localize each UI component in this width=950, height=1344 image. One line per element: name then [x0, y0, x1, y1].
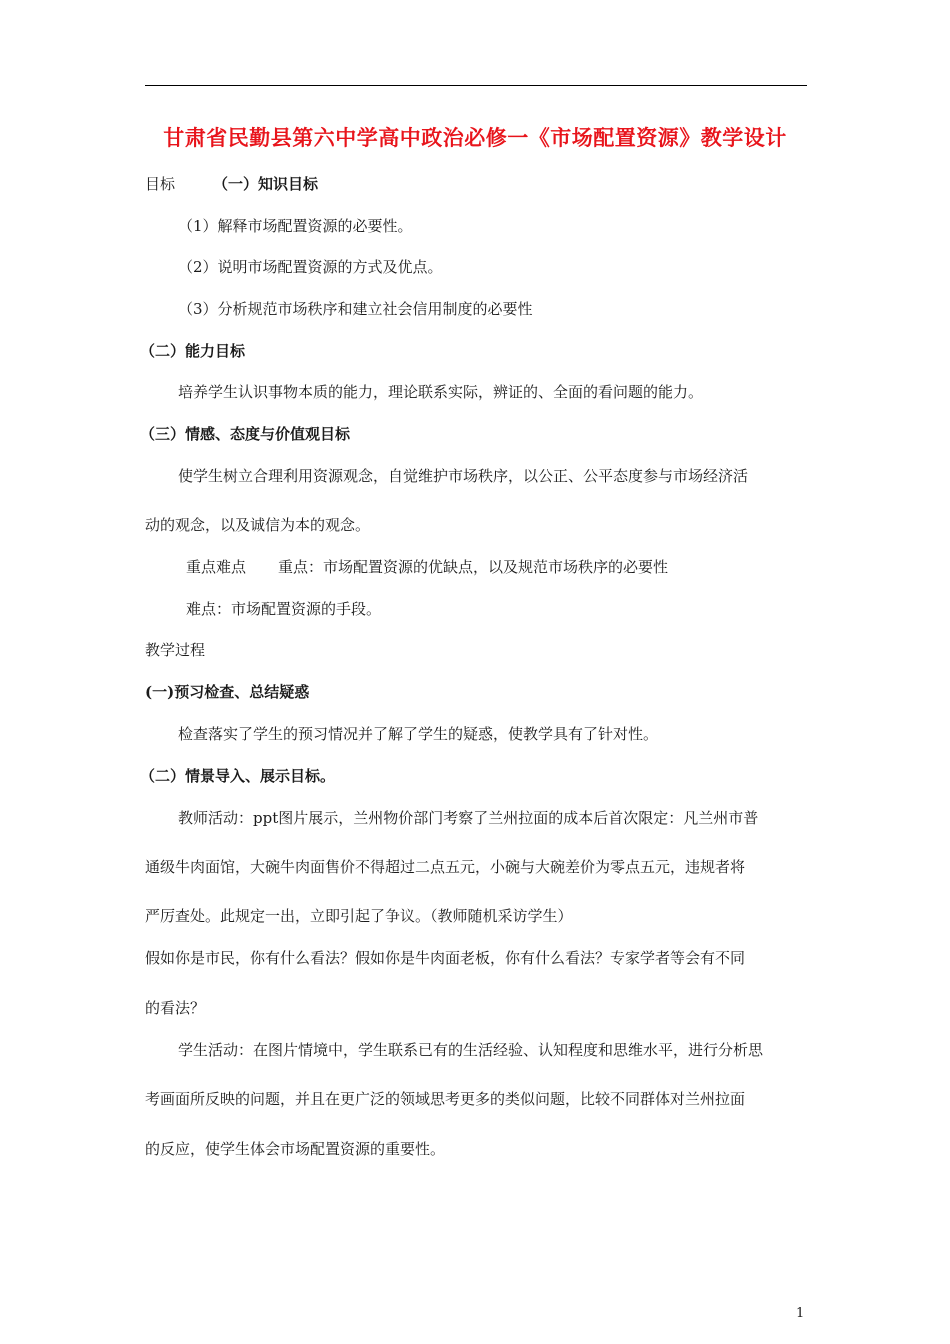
question-line: 假如你是市民，你有什么看法？假如你是牛肉面老板，你有什么看法？专家学者等会有不同: [145, 949, 746, 967]
key-point-text: 重点：市场配置资源的优缺点，以及规范市场秩序的必要性: [278, 558, 669, 576]
teacher-activity-line: 教师活动：ppt图片展示，兰州物价部门考察了兰州拉面的成本后首次限定：凡兰州市普: [178, 809, 759, 827]
emotion-text: 使学生树立合理利用资源观念，自觉维护市场秩序，以公正、公平态度参与市场经济活: [178, 467, 749, 485]
process-label: 教学过程: [145, 641, 206, 659]
knowledge-item: （2）说明市场配置资源的方式及优点。: [178, 258, 443, 276]
emotion-text: 动的观念，以及诚信为本的观念。: [145, 516, 371, 534]
step1-text: 检查落实了学生的预习情况并了解了学生的疑惑，使教学具有了针对性。: [178, 725, 659, 743]
key-points-label: 重点难点: [186, 558, 247, 576]
ability-text: 培养学生认识事物本质的能力，理论联系实际，辨证的、全面的看问题的能力。: [178, 383, 704, 401]
header-rule: [145, 85, 807, 86]
page-title: 甘肃省民勤县第六中学高中政治必修一《市场配置资源》教学设计: [163, 125, 787, 150]
teacher-activity-line: 通级牛肉面馆，大碗牛肉面售价不得超过二点五元，小碗与大碗差价为零点五元，违规者将: [145, 858, 746, 876]
student-activity-line: 学生活动：在图片情境中，学生联系已有的生活经验、认知程度和思维水平，进行分析思: [178, 1041, 764, 1059]
step2-heading: （二）情景导入、展示目标。: [140, 767, 336, 785]
knowledge-item: （1）解释市场配置资源的必要性。: [178, 217, 413, 235]
teacher-activity-line: 严厉查处。此规定一出，立即引起了争议。（教师随机采访学生）: [145, 907, 573, 925]
objectives-label: 目标: [145, 175, 176, 193]
knowledge-item: （3）分析规范市场秩序和建立社会信用制度的必要性: [178, 300, 533, 318]
page-number: 1: [796, 1306, 805, 1321]
ability-heading: （二）能力目标: [140, 342, 246, 360]
student-activity-line: 考画面所反映的问题，并且在更广泛的领域思考更多的类似问题，比较不同群体对兰州拉面: [145, 1090, 746, 1108]
step1-heading: (一)预习检查、总结疑惑: [145, 683, 310, 701]
emotion-heading: （三）情感、态度与价值观目标: [140, 425, 351, 443]
knowledge-heading: （一）知识目标: [213, 175, 319, 193]
student-activity-line: 的反应，使学生体会市场配置资源的重要性。: [145, 1140, 446, 1158]
question-line: 的看法？: [145, 999, 206, 1017]
difficult-point-text: 难点：市场配置资源的手段。: [186, 600, 382, 618]
